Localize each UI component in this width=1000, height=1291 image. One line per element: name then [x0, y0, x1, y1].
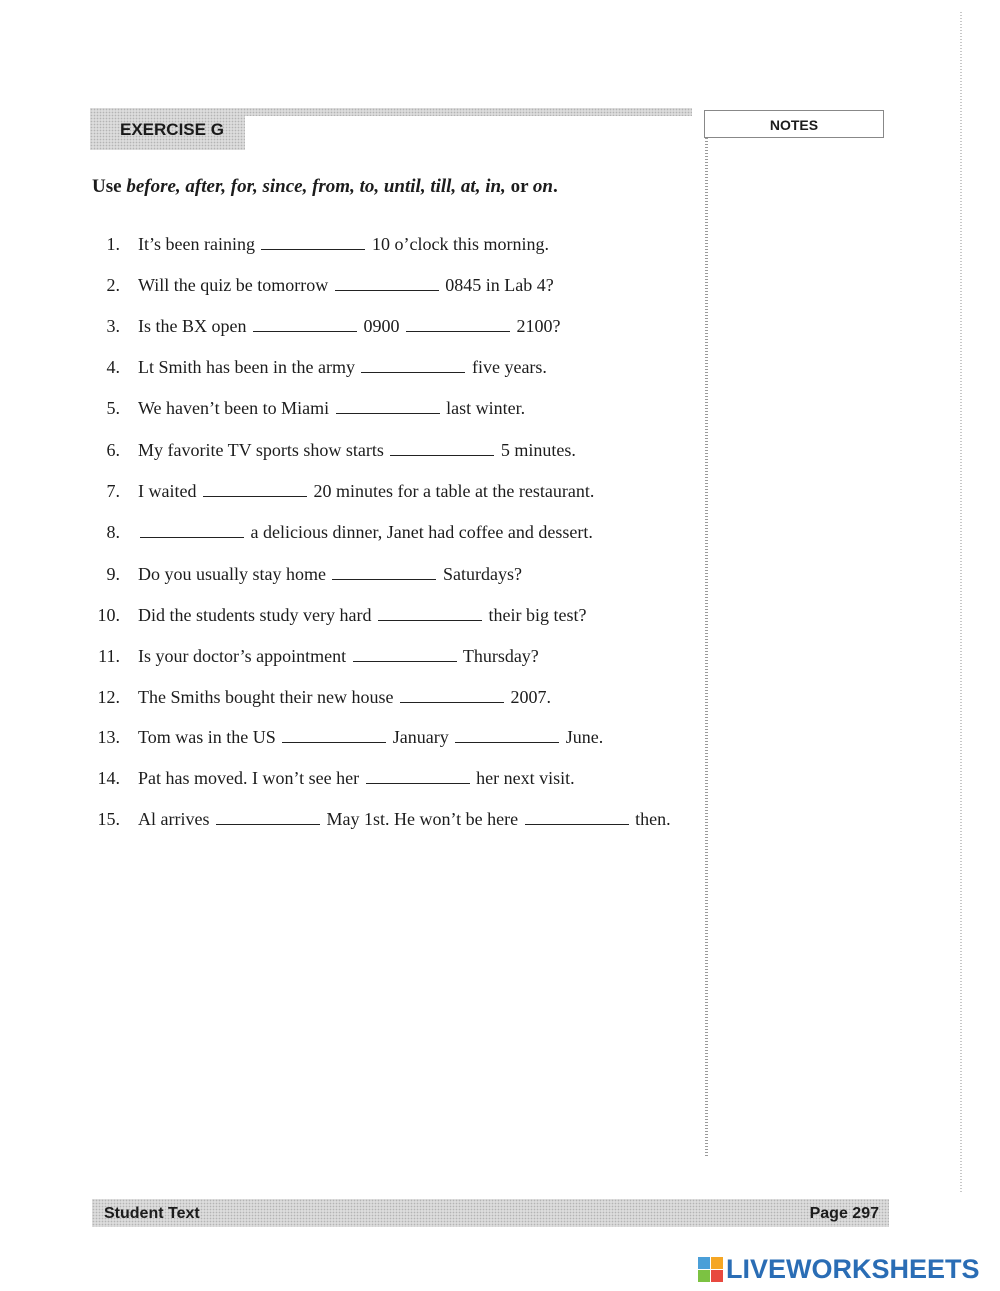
answer-blank[interactable]	[455, 728, 559, 743]
item-text	[138, 645, 678, 667]
answer-blank[interactable]	[353, 647, 457, 662]
item-text	[138, 726, 678, 748]
logo-square	[698, 1270, 710, 1282]
item-number: 8.	[106, 522, 120, 542]
item-text	[138, 233, 678, 255]
instruction-last-word: on	[532, 176, 553, 197]
answer-blank[interactable]	[390, 441, 494, 456]
item-text-part: 0845 in Lab 4?	[445, 275, 554, 295]
answer-blank[interactable]	[366, 769, 470, 784]
footer-bar	[92, 1199, 889, 1227]
answer-blank[interactable]	[525, 810, 629, 825]
item-number: 11.	[98, 646, 120, 666]
item-text-part: their big test?	[488, 605, 587, 625]
item-text-part: May 1st. He won’t be here	[326, 809, 519, 829]
item-text-part: Al arrives	[138, 809, 210, 829]
item-text-part: then.	[635, 809, 671, 829]
item-text-part: Is the BX open	[138, 316, 247, 336]
instruction-lead: Use	[92, 176, 127, 197]
item-text-part: Did the students study very hard	[138, 605, 372, 625]
instruction	[92, 176, 558, 198]
notes-title: NOTES	[769, 117, 819, 133]
answer-blank[interactable]	[400, 688, 504, 703]
instruction-end: .	[552, 176, 558, 197]
item-number: 1.	[106, 234, 120, 254]
item-number: 12.	[97, 687, 120, 707]
item-number: 4.	[106, 357, 120, 377]
item-text	[138, 521, 678, 543]
item-number: 3.	[106, 316, 120, 336]
answer-blank[interactable]	[335, 276, 439, 291]
answer-blank[interactable]	[332, 565, 436, 580]
item-text-part: 10 o’clock this morning.	[371, 234, 549, 254]
item-text	[138, 439, 678, 461]
item-text-part: June.	[565, 727, 604, 747]
item-text-part: Lt Smith has been in the army	[138, 357, 355, 377]
item-text	[138, 397, 678, 419]
answer-blank[interactable]	[203, 482, 307, 497]
item-text-part: a delicious dinner, Janet had coffee and dessert.	[250, 522, 593, 542]
answer-blank[interactable]	[282, 728, 386, 743]
item-text-part: her next visit.	[476, 768, 575, 788]
item-text-part: 20 minutes for a table at the restaurant.	[313, 481, 595, 501]
logo-square	[711, 1270, 723, 1282]
answer-blank[interactable]	[406, 317, 510, 332]
item-text-part: My favorite TV sports show starts	[138, 440, 384, 460]
logo-square	[698, 1257, 710, 1269]
item-number: 15.	[97, 809, 120, 829]
page-edge	[960, 12, 962, 1192]
item-text-part: five years.	[471, 357, 547, 377]
item-number: 7.	[106, 481, 120, 501]
answer-blank[interactable]	[140, 523, 244, 538]
item-text-part: The Smiths bought their new house	[138, 687, 394, 707]
brand-text: LIVEWORKSHEETS	[726, 1254, 980, 1284]
item-text-part: Pat has moved. I won’t see her	[138, 768, 360, 788]
item-text	[138, 480, 678, 502]
item-number: 13.	[97, 727, 120, 747]
answer-blank[interactable]	[261, 235, 365, 250]
item-text-part: January	[392, 727, 449, 747]
item-text	[138, 808, 678, 830]
item-text	[138, 563, 678, 585]
exercise-title: EXERCISE G	[120, 120, 224, 139]
item-text-part: Thursday?	[462, 646, 539, 666]
instruction-or: or	[505, 176, 533, 197]
item-text-part: We haven’t been to Miami	[138, 398, 330, 418]
logo-square	[711, 1257, 723, 1269]
notes-column-divider	[705, 138, 708, 1156]
item-number: 2.	[106, 275, 120, 295]
footer-student-text: Student Text	[104, 1205, 200, 1222]
item-text-part: I waited	[138, 481, 197, 501]
item-text-part: 5 minutes.	[500, 440, 576, 460]
item-text-part: Is your doctor’s appointment	[138, 646, 347, 666]
instruction-words: before, after, for, since, from, to, until, till, at, in,	[126, 176, 506, 197]
answer-blank[interactable]	[216, 810, 320, 825]
item-text-part: 2100?	[516, 316, 561, 336]
item-text-part: last winter.	[446, 398, 526, 418]
item-number: 5.	[106, 398, 120, 418]
item-text-part: Saturdays?	[442, 564, 522, 584]
item-number: 9.	[106, 564, 120, 584]
item-text-part: It’s been raining	[138, 234, 255, 254]
liveworksheets-brand	[698, 1254, 980, 1286]
item-text-part: Tom was in the US	[138, 727, 276, 747]
item-text	[138, 274, 678, 296]
item-number: 6.	[106, 440, 120, 460]
item-text-part: 2007.	[510, 687, 551, 707]
item-text-part: Do you usually stay home	[138, 564, 326, 584]
answer-blank[interactable]	[378, 606, 482, 621]
item-text	[138, 686, 678, 708]
notes-box	[704, 110, 884, 138]
liveworksheets-logo-icon	[698, 1257, 724, 1283]
item-number: 10.	[97, 605, 120, 625]
item-text	[138, 356, 678, 378]
answer-blank[interactable]	[361, 358, 465, 373]
answer-blank[interactable]	[253, 317, 357, 332]
footer-page-number: Page 297	[809, 1205, 879, 1222]
item-text	[138, 767, 678, 789]
answer-blank[interactable]	[336, 399, 440, 414]
item-number: 14.	[97, 768, 120, 788]
item-text	[138, 604, 678, 626]
item-text	[138, 315, 678, 337]
item-text-part: 0900	[363, 316, 400, 336]
item-text-part: Will the quiz be tomorrow	[138, 275, 329, 295]
